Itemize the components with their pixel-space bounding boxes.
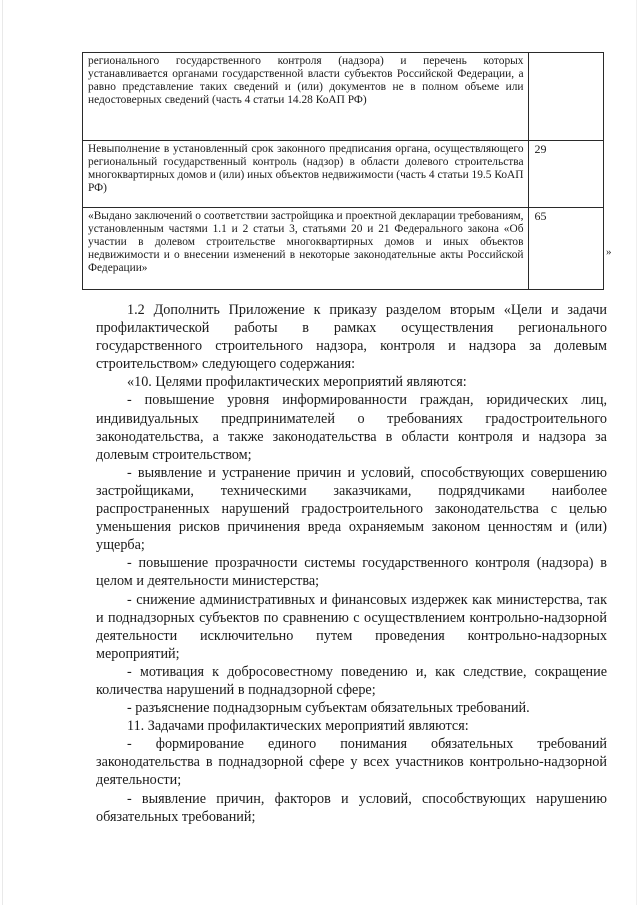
paragraph: - выявление причин, факторов и условий, способствующих нарушению обязательных требований; bbox=[96, 790, 607, 825]
paragraph: - разъяснение поднадзорным субъектам обязательных требований. bbox=[127, 700, 530, 717]
table-cell-description: Невыполнение в установленный срок законного предписания органа, осуществляющего региональный государственный контроль (надзор) в области долевого строительства многоквартирных домов и (или) иных объектов недвижимости (часть 4 статьи 19.5 КоАП РФ) bbox=[83, 141, 529, 208]
table-row bbox=[83, 53, 604, 141]
table-cell-value: 29 bbox=[528, 141, 603, 208]
paragraph: 1.2 Дополнить Приложение к приказу разделом вторым «Цели и задачи профилактической работы в рамках осуществления регионального государственного строительного надзора, контроля и надзора за долевым строительством» следующего содержания: bbox=[96, 302, 607, 373]
table-row bbox=[83, 208, 604, 290]
paragraph: - повышение уровня информированности граждан, юридических лиц, индивидуальных предпринимателей о требованиях градостроительного законодательства, а также законодательства в области контроля и надзора за долевым строительством; bbox=[96, 392, 607, 463]
paragraph: - формирование единого понимания обязательных требований законодательства в поднадзорной сфере у всех участников контрольно-надзорной деятельности; bbox=[96, 736, 607, 789]
table-cell-value bbox=[528, 53, 603, 141]
violations-table bbox=[82, 52, 604, 290]
table-row bbox=[83, 141, 604, 208]
document-body bbox=[96, 301, 607, 826]
paragraph: - повышение прозрачности системы государственного контроля (надзора) в целом и деятельности министерства; bbox=[96, 555, 607, 590]
paragraph: - выявление и устранение причин и условий, способствующих совершению застройщиками, техническими заказчиками, подрядчиками наиболее распространенных нарушений градостроительного законодательства с целью уменьшения рисков причинения вреда охраняемым законом ценностям и (или) ущерба; bbox=[96, 464, 607, 554]
scan-edge-left bbox=[2, 0, 3, 905]
paragraph: 11. Задачами профилактических мероприятий являются: bbox=[127, 718, 469, 735]
paragraph: - мотивация к добросовестному поведению и, как следствие, сокращение количества нарушений в поднадзорной сфере; bbox=[96, 663, 607, 698]
table-cell-description: «Выдано заключений о соответствии застройщика и проектной декларации требованиям, установленным частями 1.1 и 2 статьи 3, статьями 20 и 21 Федерального закона «Об участии в долевом строительстве многоквартирных домов и иных объектов недвижимости и о внесении изменений в некоторые законодательные акты Российской Федерации» bbox=[83, 208, 529, 290]
paragraph: - снижение административных и финансовых издержек как министерства, так и поднадзорных субъектов по сравнению с осуществлением контрольно-надзорной деятельности исключительно путем проведения контрольно-надзорных мероприятий; bbox=[96, 591, 607, 662]
table-cell-description: регионального государственного контроля (надзора) и перечень которых устанавливается органами государственной власти субъектов Российской Федерации, а равно представление таких сведений и (или) документов не в полном объеме или недостоверных сведений (часть 4 статьи 14.28 КоАП РФ) bbox=[83, 53, 529, 141]
closing-quote-mark: » bbox=[606, 246, 612, 258]
scan-edge-right bbox=[636, 0, 637, 905]
table-cell-value: 65 bbox=[528, 208, 603, 290]
paragraph: «10. Целями профилактических мероприятий являются: bbox=[127, 374, 467, 391]
